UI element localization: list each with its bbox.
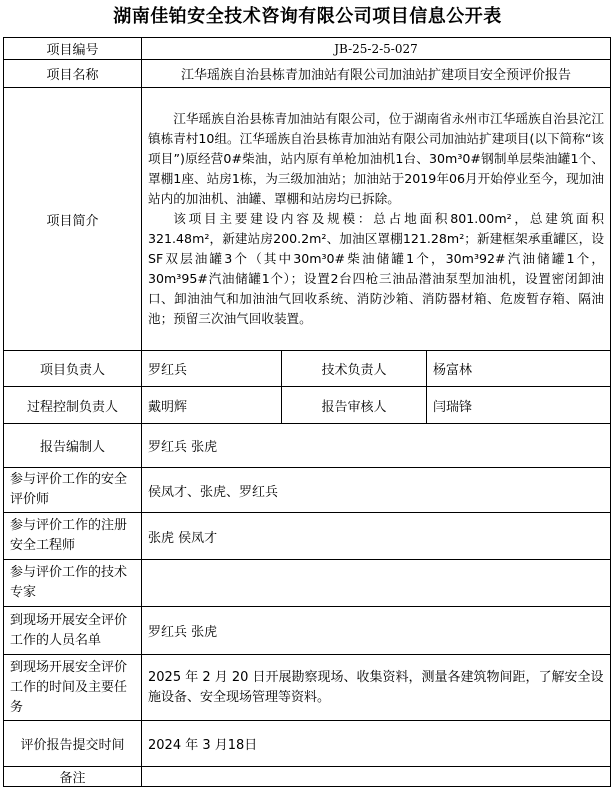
submit-time-value: 2024 年 3 月18日 [142, 721, 611, 767]
row-report-author [4, 424, 611, 468]
row-process-review [4, 387, 611, 424]
tech-leader-value: 杨富林 [427, 351, 611, 387]
row-tech-experts [4, 560, 611, 607]
report-author-label: 报告编制人 [4, 424, 142, 468]
row-remarks [4, 767, 611, 787]
row-project-number [4, 38, 611, 60]
project-leader-label: 项目负责人 [4, 351, 142, 387]
site-personnel-label: 到现场开展安全评价工作的人员名单 [4, 607, 142, 655]
tech-leader-label: 技术负责人 [282, 351, 427, 387]
project-info-table [3, 37, 611, 787]
row-safety-engineers [4, 513, 611, 560]
process-leader-value: 戴明辉 [142, 387, 282, 424]
report-reviewer-label: 报告审核人 [282, 387, 427, 424]
site-time-tasks-label: 到现场开展安全评价工作的时间及主要任务 [4, 655, 142, 721]
process-leader-label: 过程控制负责人 [4, 387, 142, 424]
row-site-personnel [4, 607, 611, 655]
project-intro-value [142, 88, 611, 351]
report-author-value: 罗红兵 张虎 [142, 424, 611, 468]
project-name-label: 项目名称 [4, 60, 142, 88]
remarks-label: 备注 [4, 767, 142, 787]
row-project-intro [4, 88, 611, 351]
project-intro-paragraph-2: 该项目主要建设内容及规模：总占地面积801.00m²，总建筑面积321.48m²，新建站房200.2m²、加油区罩棚121.28m²；新建框架承重罐区，设SF双层油罐3个（其中30m³0#柴油储罐1个，30m³92#汽油储罐1个，30m³95#汽油储罐1个）；设置2台四枪三油品潜油泵型加油机，设置密闭卸油口、卸油油气和加油油气回收系统、消防沙箱、消防器材箱、危废暂存箱、隔油池；预留三次油气回收装置。 [148, 211, 604, 326]
row-leaders [4, 351, 611, 387]
page-title: 湖南佳铂安全技术咨询有限公司项目信息公开表 [113, 6, 502, 27]
site-time-tasks-value: 2025 年 2 月 20 日开展勘察现场、收集资料，测量各建筑物间距，了解安全设施设备、安全现场管理等资料。 [142, 655, 611, 721]
report-reviewer-value: 闫瑞锋 [427, 387, 611, 424]
row-submit-time [4, 721, 611, 767]
project-leader-value: 罗红兵 [142, 351, 282, 387]
safety-engineers-value: 张虎 侯凤才 [142, 513, 611, 560]
project-number-label: 项目编号 [4, 38, 142, 60]
row-safety-evaluators [4, 468, 611, 513]
safety-evaluators-label: 参与评价工作的安全评价师 [4, 468, 142, 513]
project-intro-label: 项目简介 [4, 88, 142, 351]
row-site-time-tasks [4, 655, 611, 721]
remarks-value [142, 767, 611, 787]
safety-evaluators-value: 侯凤才、张虎、罗红兵 [142, 468, 611, 513]
row-project-name [4, 60, 611, 88]
safety-engineers-label: 参与评价工作的注册安全工程师 [4, 513, 142, 560]
tech-experts-value [142, 560, 611, 607]
project-number-value: JB-25-2-5-027 [142, 38, 611, 60]
submit-time-label: 评价报告提交时间 [4, 721, 142, 767]
tech-experts-label: 参与评价工作的技术专家 [4, 560, 142, 607]
project-intro-paragraph-1: 江华瑶族自治县栋青加油站有限公司，位于湖南省永州市江华瑶族自治县沱江镇栋青村10组。江华瑶族自治县栋青加油站有限公司加油站扩建项目(以下简称“该项目”)原经营0#柴油，站内原有单枪加油机1台、30m³0#钢制单层柴油罐1个、罩棚1座、站房1栋，为三级加油站；加油站于2019年06月开始停业至今，现加油站内的加油机、油罐、罩棚和站房均已拆除。 [148, 111, 604, 206]
site-personnel-value: 罗红兵 张虎 [142, 607, 611, 655]
project-name-value: 江华瑶族自治县栋青加油站有限公司加油站扩建项目安全预评价报告 [142, 60, 611, 88]
